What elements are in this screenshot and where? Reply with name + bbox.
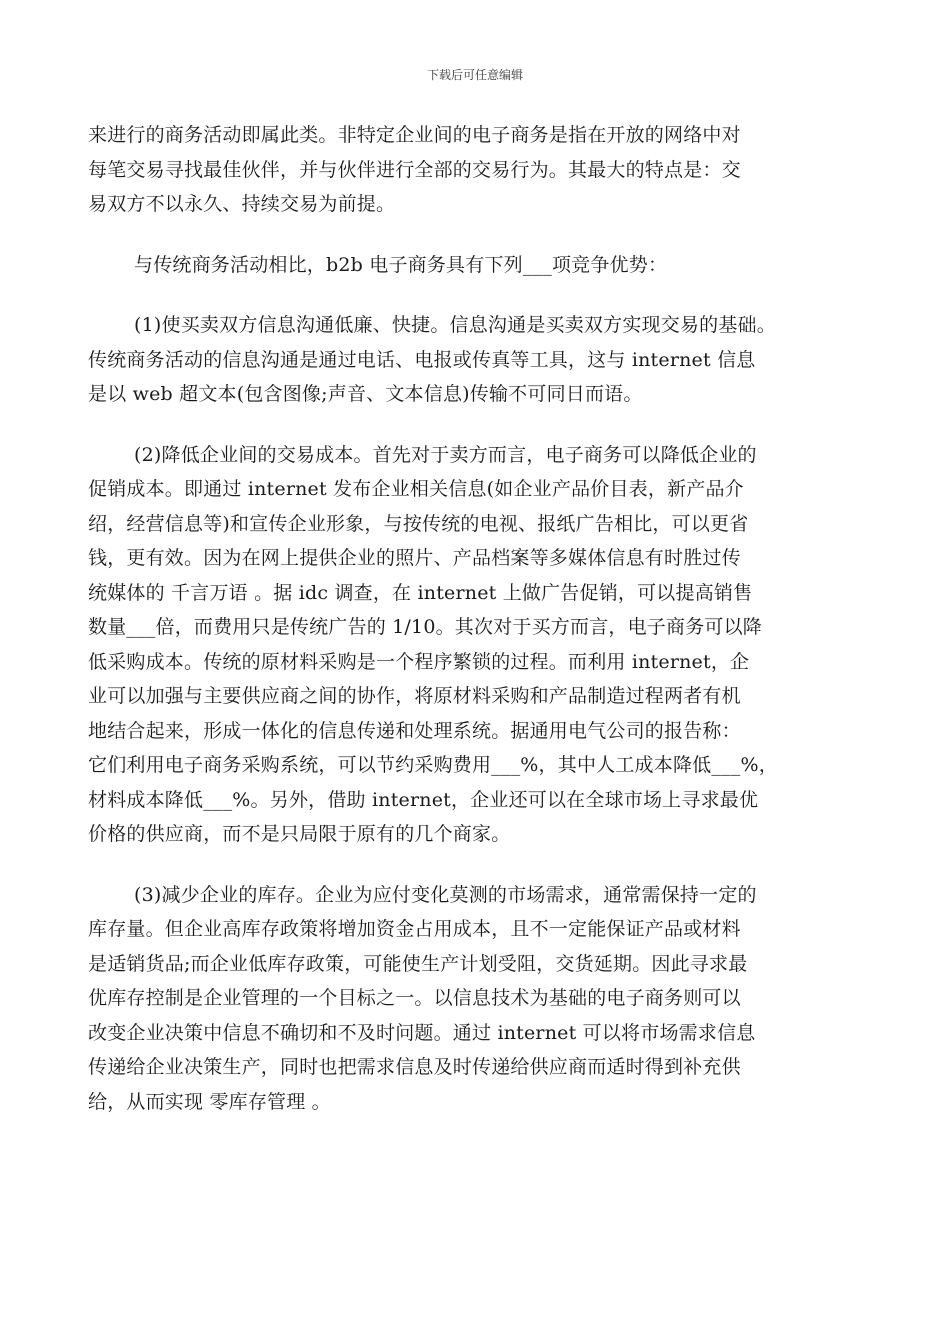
paragraph-line: 材料成本降低___%。另外，借助 internet，企业还可以在全球市场上寻求最优: [88, 788, 759, 811]
paragraph-line: (3)减少企业的库存。企业为应付变化莫测的市场需求，通常需保持一定的: [134, 883, 757, 906]
paragraph: [88, 878, 864, 1120]
paragraph-line: 是适销货品;而企业低库存政策，可能使生产计划受阻，交货延期。因此寻求最: [88, 952, 748, 975]
document-body: [88, 118, 864, 1145]
paragraph-line: 给，从而实现 零库存管理 。: [88, 1090, 331, 1113]
paragraph-line: 是以 web 超文本(包含图像;声音、文本信息)传输不可同日而语。: [88, 383, 643, 405]
page-header: 下载后可任意编辑: [426, 68, 523, 82]
paragraph-line: 价格的供应商，而不是只局限于原有的几个商家。: [88, 823, 511, 845]
paragraph: [88, 308, 864, 412]
paragraph-line: 易双方不以永久、持续交易为前提。: [88, 193, 396, 215]
paragraph-line: 优库存控制是企业管理的一个目标之一。以信息技术为基础的电子商务则可以: [88, 987, 741, 1009]
paragraph-line: 绍，经营信息等)和宣传企业形象，与按传统的电视、报纸广告相比，可以更省: [88, 512, 749, 535]
paragraph-line: 地结合起来，形成一体化的信息传递和处理系统。据通用电气公司的报告称：: [88, 719, 741, 742]
paragraph-line: 改变企业决策中信息不确切和不及时问题。通过 internet 可以将市场需求信息: [88, 1021, 756, 1044]
paragraph-line: 促销成本。即通过 internet 发布企业相关信息(如企业产品价目表，新产品介: [88, 478, 744, 500]
paragraph-line: (1)使买卖双方信息沟通低廉、快捷。信息沟通是买卖双方实现交易的基础。: [134, 314, 776, 336]
paragraph-line: 每笔交易寻找最佳伙伴，并与伙伴进行全部的交易行为。其最大的特点是：交: [88, 158, 741, 181]
paragraph: [88, 438, 864, 852]
paragraph: [88, 248, 864, 283]
paragraph-line: 与传统商务活动相比，b2b 电子商务具有下列___项竞争优势：: [134, 253, 668, 276]
paragraph-line: 传递给企业决策生产，同时也把需求信息及时传递给供应商而适时得到补充供: [88, 1056, 741, 1078]
paragraph-line: 低采购成本。传统的原材料采购是一个程序繁锁的过程。而利用 internet，企: [88, 650, 750, 673]
paragraph: [88, 118, 864, 222]
paragraph-line: 传统商务活动的信息沟通是通过电话、电报或传真等工具，这与 internet 信息: [88, 348, 756, 371]
paragraph-line: (2)降低企业间的交易成本。首先对于卖方而言，电子商务可以降低企业的: [134, 443, 757, 466]
paragraph-line: 统媒体的 千言万语 。据 idc 调查，在 internet 上做广告促销，可以提高销售: [88, 581, 753, 604]
paragraph-line: 来进行的商务活动即属此类。非特定企业间的电子商务是指在开放的网络中对: [88, 124, 741, 146]
paragraph-line: 库存量。但企业高库存政策将增加资金占用成本，且不一定能保证产品或材料: [88, 918, 741, 940]
paragraph-line: 业可以加强与主要供应商之间的协作，将原材料采购和产品制造过程两者有机: [88, 685, 741, 707]
paragraph-line: 它们利用电子商务采购系统，可以节约采购费用___%，其中人工成本降低___%，: [88, 754, 778, 776]
paragraph-line: 钱，更有效。因为在网上提供企业的照片、产品档案等多媒体信息有时胜过传: [88, 547, 741, 569]
paragraph-line: 数量___倍，而费用只是传统广告的 1/10。其次对于买方而言，电子商务可以降: [88, 616, 763, 638]
